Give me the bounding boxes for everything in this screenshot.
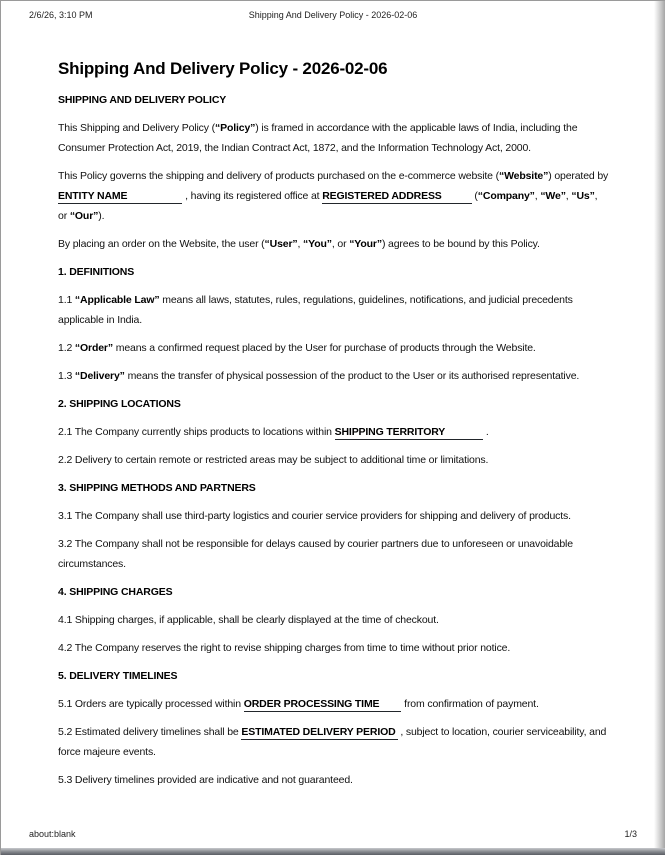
print-datetime: 2/6/26, 3:10 PM: [29, 10, 93, 20]
print-header-doc-title: Shipping And Delivery Policy - 2026-02-06: [248, 10, 418, 20]
section-heading: SHIPPING AND DELIVERY POLICY: [58, 94, 227, 106]
bold-term: “We”: [540, 190, 566, 202]
bold-term: “Policy”: [215, 122, 256, 134]
paragraph: 4.1 Shipping charges, if applicable, shall be clearly displayed at the time of checkout.: [58, 614, 439, 626]
bold-term: “Our”: [69, 210, 99, 222]
paragraph: 5.1 Orders are typically processed within ORDER PROCESSING TIME from confirmation of payment.: [58, 698, 539, 710]
document-body: [58, 90, 609, 790]
print-source-url: about:blank: [29, 829, 76, 839]
paragraph: 5.2 Estimated delivery timelines shall be ESTIMATED DELIVERY PERIOD , subject to location, courier serviceability, and force majeure events.: [58, 726, 607, 758]
paragraph: 2.1 The Company currently ships products to locations within SHIPPING TERRITORY .: [58, 426, 489, 438]
bold-term: “Your”: [349, 238, 382, 250]
paragraph: 4.2 The Company reserves the right to revise shipping charges from time to time without prior notice.: [58, 642, 511, 654]
page-number-indicator: 1/3: [624, 829, 637, 839]
paragraph: 1.1 “Applicable Law” means all laws, statutes, rules, regulations, guidelines, notifications, and judicial precedents applicable in India.: [58, 294, 573, 326]
paragraph: 1.3 “Delivery” means the transfer of physical possession of the product to the User or its authorised representative.: [58, 370, 580, 382]
paragraph: 2.2 Delivery to certain remote or restricted areas may be subject to additional time or limitations.: [58, 454, 489, 466]
bold-term: “You”: [303, 238, 332, 250]
bold-term: “Delivery”: [74, 370, 125, 382]
section-heading: 1. DEFINITIONS: [58, 266, 135, 278]
section-heading: 4. SHIPPING CHARGES: [58, 586, 173, 598]
document-content: [58, 57, 609, 798]
page-title: Shipping And Delivery Policy - 2026-02-06: [58, 59, 388, 78]
page-edge-shadow: [654, 1, 665, 855]
fill-in-field: SHIPPING TERRITORY: [335, 426, 483, 440]
fill-in-field: REGISTERED ADDRESS: [322, 190, 471, 204]
section-heading: 5. DELIVERY TIMELINES: [58, 670, 178, 682]
bold-term: “Company”: [477, 190, 535, 202]
fill-in-field: ENTITY NAME: [58, 190, 182, 204]
bold-term: “Website”: [498, 170, 549, 182]
background-strip: [1, 848, 665, 855]
bold-term: “Us”: [571, 190, 595, 202]
paragraph: By placing an order on the Website, the user (“User”, “You”, or “Your”) agrees to be bound by this Policy.: [58, 238, 540, 250]
section-heading: 2. SHIPPING LOCATIONS: [58, 398, 181, 410]
bold-term: “Order”: [74, 342, 113, 354]
paragraph: 3.2 The Company shall not be responsible for delays caused by courier partners due to unforeseen or unavoidable circumstances.: [58, 538, 573, 570]
fill-in-field: ORDER PROCESSING TIME: [244, 698, 402, 712]
paragraph: 3.1 The Company shall use third-party logistics and courier service providers for shipping and delivery of products.: [58, 510, 571, 522]
paragraph: This Policy governs the shipping and delivery of products purchased on the e-commerce website (“Website”) operated by ENTITY NAME , having its registered office at REGISTERED ADDRESS (“Company”, “We”, “Us”, or “Our”).: [58, 170, 609, 222]
bold-term: “User”: [264, 238, 298, 250]
bold-term: “Applicable Law”: [74, 294, 160, 306]
paragraph: This Shipping and Delivery Policy (“Policy”) is framed in accordance with the applicable laws of India, including the Consumer Protection Act, 2019, the Indian Contract Act, 1872, and the Information Technology Act, 2000.: [58, 122, 578, 154]
fill-in-field: ESTIMATED DELIVERY PERIOD: [241, 726, 396, 738]
paragraph: 1.2 “Order” means a confirmed request placed by the User for purchase of products through the Website.: [58, 342, 536, 354]
paragraph: 5.3 Delivery timelines provided are indicative and not guaranteed.: [58, 774, 353, 786]
section-heading: 3. SHIPPING METHODS AND PARTNERS: [58, 482, 256, 494]
